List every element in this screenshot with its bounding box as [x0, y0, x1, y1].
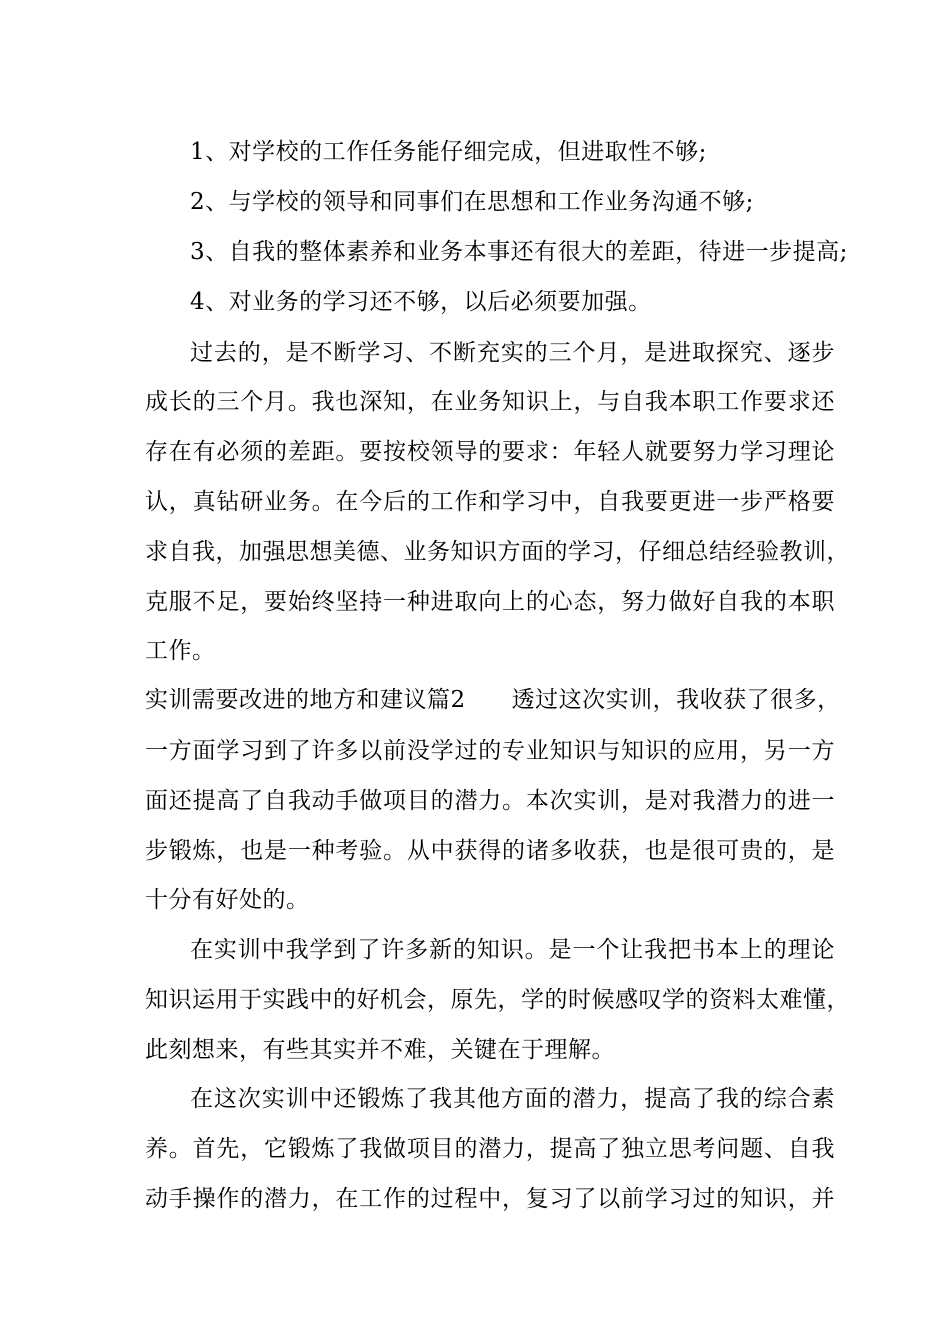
paragraph-1-line-2: 成长的三个月。我也深知，在业务知识上，与自我本职工作要求还 [145, 389, 835, 415]
paragraph-1-line-3: 存在有必须的差距。要按校领导的要求：年轻人就要努力学习理论 [145, 439, 835, 465]
paragraph-1-line-5: 求自我，加强思想美德、业务知识方面的学习，仔细总结经验教训， [145, 539, 850, 565]
paragraph-2-line-5: 十分有好处的。 [145, 887, 310, 913]
paragraph-2-line-3: 面还提高了自我动手做项目的潜力。本次实训，是对我潜力的进一 [145, 788, 835, 814]
paragraph-3-line-3: 此刻想来，有些其实并不难，关键在于理解。 [145, 1037, 615, 1063]
paragraph-1-line-1: 过去的，是不断学习、不断充实的三个月，是进取探究、逐步 [190, 340, 835, 366]
paragraph-4-line-1: 在这次实训中还锻炼了我其他方面的潜力，提高了我的综合素 [190, 1086, 835, 1112]
paragraph-3-line-1: 在实训中我学到了许多新的知识。是一个让我把书本上的理论 [190, 937, 835, 963]
list-item-3: 3、自我的整体素养和业务本事还有很大的差距，待进一步提高; [190, 239, 848, 265]
list-item-1: 1、对学校的工作任务能仔细完成，但进取性不够; [190, 139, 707, 165]
paragraph-1-line-6: 克服不足，要始终坚持一种进取向上的心态，努力做好自我的本职 [145, 589, 835, 615]
paragraph-2-line-2: 一方面学习到了许多以前没学过的专业知识与知识的应用，另一方 [145, 738, 835, 764]
list-item-4: 4、对业务的学习还不够，以后必须要加强。 [190, 289, 652, 315]
list-item-2: 2、与学校的领导和同事们在思想和工作业务沟通不够; [190, 189, 754, 215]
paragraph-4-line-2: 养。首先，它锻炼了我做项目的潜力，提高了独立思考问题、自我 [145, 1136, 835, 1162]
paragraph-1-line-4: 认，真钻研业务。在今后的工作和学习中，自我要更进一步严格要 [145, 489, 835, 515]
paragraph-1-line-7: 工作。 [145, 638, 216, 664]
section-heading-line [145, 685, 841, 715]
section-heading: 实训需要改进的地方和建议篇2 [145, 687, 466, 713]
paragraph-2-line-4: 步锻炼，也是一种考验。从中获得的诸多收获，也是很可贵的，是 [145, 838, 835, 864]
paragraph-3-line-2: 知识运用于实践中的好机会，原先，学的时候感叹学的资料太难懂， [145, 987, 850, 1013]
paragraph-2-line-1: 透过这次实训，我收获了很多， [511, 687, 841, 713]
paragraph-4-line-3: 动手操作的潜力，在工作的过程中，复习了以前学习过的知识，并 [145, 1186, 835, 1212]
